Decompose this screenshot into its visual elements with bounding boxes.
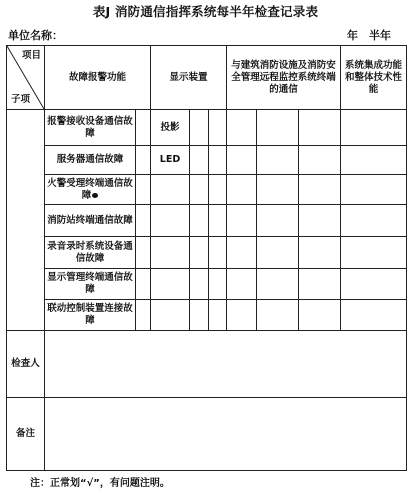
check-cell[interactable] <box>136 300 151 331</box>
check-cell[interactable] <box>257 300 299 331</box>
check-cell[interactable] <box>341 300 407 331</box>
display-type-label <box>151 237 190 269</box>
ink-blot <box>92 193 98 198</box>
check-cell[interactable] <box>209 146 227 175</box>
check-cell[interactable] <box>136 205 151 237</box>
check-cell[interactable] <box>299 146 341 175</box>
unit-name-label: 单位名称： <box>8 29 63 42</box>
check-cell[interactable] <box>299 205 341 237</box>
header-fault-alarm-function: 故障报警功能 <box>45 46 151 110</box>
check-cell[interactable] <box>209 205 227 237</box>
check-cell[interactable] <box>190 300 209 331</box>
item-label: 火警受理终端通信故障 <box>45 175 136 205</box>
check-cell[interactable] <box>257 237 299 269</box>
check-cell[interactable] <box>209 110 227 146</box>
check-cell[interactable] <box>190 205 209 237</box>
check-cell[interactable] <box>299 269 341 300</box>
check-cell[interactable] <box>190 269 209 300</box>
inspection-record-table <box>6 45 407 471</box>
check-cell[interactable] <box>341 175 407 205</box>
row-label-empty <box>7 110 45 331</box>
header-integration: 系统集成功能和整体技术性能 <box>341 46 407 110</box>
check-cell[interactable] <box>299 175 341 205</box>
check-cell[interactable] <box>227 269 257 300</box>
check-cell[interactable] <box>299 110 341 146</box>
check-cell[interactable] <box>227 237 257 269</box>
check-cell[interactable] <box>299 237 341 269</box>
remark-label: 备注 <box>7 398 45 471</box>
check-cell[interactable] <box>209 300 227 331</box>
display-type-label <box>151 269 190 300</box>
year-half-label: 年 半年 <box>347 29 391 42</box>
check-cell[interactable] <box>341 237 407 269</box>
inspector-field[interactable] <box>45 331 407 398</box>
header-display-device: 显示装置 <box>151 46 227 110</box>
check-cell[interactable] <box>227 146 257 175</box>
item-label: 消防站终端通信故障 <box>45 205 136 237</box>
display-type-label <box>151 300 190 331</box>
check-cell[interactable] <box>257 175 299 205</box>
check-cell[interactable] <box>190 175 209 205</box>
display-type-label <box>151 175 190 205</box>
item-label: 显示管理终端通信故障 <box>45 269 136 300</box>
footnote: 注：正常划“√”，有问题注明。 <box>30 478 170 489</box>
display-type-label: 投影 <box>151 110 190 146</box>
check-cell[interactable] <box>257 146 299 175</box>
remark-field[interactable] <box>45 398 407 471</box>
check-cell[interactable] <box>136 175 151 205</box>
check-cell[interactable] <box>227 175 257 205</box>
item-label: 联动控制装置连接故障 <box>45 300 136 331</box>
check-cell[interactable] <box>257 205 299 237</box>
check-cell[interactable] <box>257 110 299 146</box>
check-cell[interactable] <box>136 269 151 300</box>
check-cell[interactable] <box>227 110 257 146</box>
header-corner-cell <box>7 46 45 110</box>
corner-subitem-label: 子项 <box>11 94 31 105</box>
check-cell[interactable] <box>341 110 407 146</box>
check-cell[interactable] <box>209 269 227 300</box>
check-cell[interactable] <box>209 237 227 269</box>
inspector-label: 检查人 <box>7 331 45 398</box>
item-label: 服务器通信故障 <box>45 146 136 175</box>
check-cell[interactable] <box>136 237 151 269</box>
check-cell[interactable] <box>227 205 257 237</box>
check-cell[interactable] <box>190 237 209 269</box>
check-cell[interactable] <box>209 175 227 205</box>
check-cell[interactable] <box>341 205 407 237</box>
check-cell[interactable] <box>257 269 299 300</box>
check-cell[interactable] <box>136 146 151 175</box>
check-cell[interactable] <box>136 110 151 146</box>
corner-item-label: 项目 <box>21 50 41 61</box>
check-cell[interactable] <box>299 300 341 331</box>
display-type-label <box>151 205 190 237</box>
check-cell[interactable] <box>227 300 257 331</box>
item-label: 报警接收设备通信故障 <box>45 110 136 146</box>
header-communication: 与建筑消防设施及消防安全管理远程监控系统终端的通信 <box>227 46 341 110</box>
check-cell[interactable] <box>341 146 407 175</box>
page-title: 表J 消防通信指挥系统每半年检查记录表 <box>92 4 319 19</box>
check-cell[interactable] <box>341 269 407 300</box>
check-cell[interactable] <box>190 146 209 175</box>
check-cell[interactable] <box>190 110 209 146</box>
item-label: 录音录时系统设备通信故障 <box>45 237 136 269</box>
display-type-label: LED <box>151 146 190 175</box>
